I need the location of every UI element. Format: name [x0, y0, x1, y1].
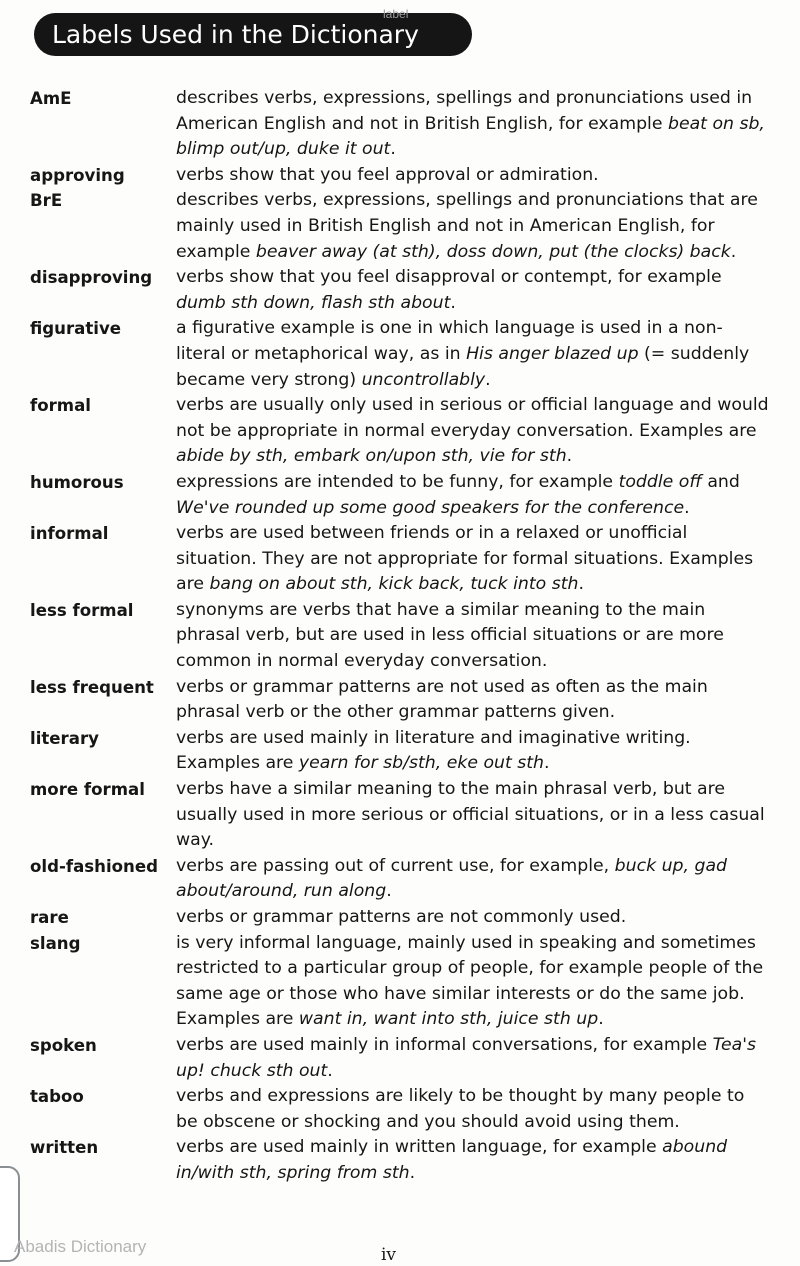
entry-term: more formal [30, 780, 145, 800]
example-text: abound in/with sth, spring from sth [176, 1137, 728, 1183]
definition-entry [30, 777, 770, 854]
description-text: verbs are used mainly in literature and imaginative writing. Examples are [176, 727, 691, 774]
description-text: . [684, 497, 690, 518]
entry-description [176, 316, 770, 393]
definition-entry [30, 1135, 770, 1186]
description-text: verbs are used mainly in written language, for example [176, 1137, 663, 1158]
description-text: verbs show that you feel approval or admiration. [176, 164, 599, 185]
definition-entry [30, 393, 770, 470]
definition-entry [30, 265, 770, 316]
description-text: . [543, 753, 550, 774]
top-label: label [383, 7, 409, 21]
description-text: verbs are passing out of current use, for example, [176, 855, 615, 876]
entry-term: AmE [30, 89, 72, 108]
description-text: . [327, 1060, 333, 1081]
definition-entry [30, 470, 770, 521]
description-text: verbs are used mainly in informal conversations, for example [176, 1034, 713, 1055]
description-text: . [566, 446, 573, 467]
definition-entry [30, 726, 770, 777]
example-text: want in, want into sth, juice sth up [298, 1009, 599, 1030]
description-text: (= suddenly became very strong) [176, 343, 750, 390]
page-title: Labels Used in the Dictionary [34, 13, 472, 56]
entry-term: formal [30, 396, 91, 416]
entry-description [176, 86, 770, 163]
description-text: and [701, 471, 740, 492]
description-text: . [598, 1009, 604, 1030]
entry-term: spoken [30, 1035, 97, 1055]
example-text: yearn for sb/sth, eke out sth [298, 753, 544, 774]
description-text: describes verbs, expressions, spellings and pronunciations used in American English and not in British English, for example [176, 88, 753, 134]
definition-entry [30, 1084, 770, 1135]
entry-term: less formal [30, 600, 134, 620]
entry-description [176, 598, 770, 675]
entry-term: rare [30, 908, 69, 927]
description-text: . [730, 241, 737, 262]
entry-description [176, 188, 770, 265]
description-text: verbs are used between friends or in a relaxed or unofficial situation. They are not appropriate for formal situations. Examples are [176, 523, 754, 595]
description-text: verbs have a similar meaning to the main phrasal verb, but are usually used in more serious or official situations, or in a less casual way. [176, 779, 765, 851]
entry-description [176, 163, 770, 189]
definition-entry [30, 675, 770, 726]
entry-description [176, 470, 770, 521]
entry-term: taboo [30, 1087, 84, 1107]
entry-term: BrE [30, 191, 63, 211]
description-text: verbs show that you feel disapproval or contempt, for example [176, 267, 722, 288]
description-text: . [386, 881, 392, 902]
example-text: His anger blazed up [466, 343, 639, 364]
entry-term: disapproving [30, 268, 153, 288]
entry-description [176, 1033, 770, 1084]
example-text: dumb sth down, flash sth about [176, 292, 451, 313]
entry-description [176, 521, 770, 598]
definition-entry [30, 86, 770, 163]
description-text: verbs and expressions are likely to be thought by many people to be obscene or shocking and you should avoid using them. [176, 1086, 745, 1132]
entry-term: old-fashioned [30, 856, 158, 876]
entry-term: informal [30, 524, 109, 544]
entry-term: figurative [30, 319, 122, 339]
description-text: verbs or grammar patterns are not commonly used. [176, 907, 627, 927]
entry-term: approving [30, 165, 125, 185]
description-text: is very informal language, mainly used in speaking and sometimes restricted to a particular group of people, for example people of the same age or those who have similar interests or do the same job. Examples are [176, 932, 764, 1030]
entry-description [176, 393, 770, 470]
example-text: bang on about sth, kick back, tuck into sth [209, 574, 579, 595]
example-text: beat on sb, blimp out/up, duke it out [176, 113, 765, 160]
entry-description [176, 777, 770, 854]
entry-term: less frequent [30, 677, 154, 697]
label-definition-list [30, 86, 770, 1187]
entry-term: slang [30, 933, 81, 953]
description-text: . [409, 1162, 416, 1183]
description-text: expressions are intended to be funny, for example [176, 471, 619, 492]
entry-term: literary [30, 728, 99, 748]
page-number: iv [381, 1245, 397, 1265]
example-text: buck up, gad about/around, run along [176, 855, 728, 902]
entry-description [176, 931, 770, 1033]
example-text: abide by sth, embark on/upon sth, vie for sth [176, 446, 567, 467]
definition-entry [30, 188, 770, 265]
entry-description [176, 1135, 770, 1186]
definition-entry [30, 163, 770, 189]
definition-entry [30, 854, 770, 905]
description-text: a figurative example is one in which language is used in a non-literal or metaphorical way, as in [176, 318, 723, 364]
definition-entry [30, 598, 770, 675]
description-text: verbs or grammar patterns are not used as often as the main phrasal verb or the other grammar patterns given. [176, 676, 708, 723]
description-text: . [485, 369, 491, 390]
entry-description [176, 265, 770, 316]
definition-entry [30, 521, 770, 598]
entry-description [176, 854, 770, 905]
example-text: beaver away (at sth), doss down, put (the clocks) back [255, 241, 731, 262]
example-text: We've rounded up some good speakers for the conference [176, 497, 685, 518]
description-text: describes verbs, expressions, spellings and pronunciations that are mainly used in British English and not in American English, for example [176, 190, 758, 262]
example-text: Tea's up! chuck sth out [176, 1034, 757, 1081]
entry-description [176, 1084, 770, 1135]
definition-entry [30, 316, 770, 393]
definition-entry [30, 1033, 770, 1084]
definition-entry [30, 931, 770, 1033]
description-text: . [390, 139, 396, 160]
description-text: . [450, 292, 456, 313]
entry-description [176, 726, 770, 777]
example-text: uncontrollably [361, 369, 486, 390]
description-text: verbs are usually only used in serious or official language and would not be appropriate in normal everyday conversation. Examples are [176, 395, 769, 441]
entry-term: humorous [30, 472, 124, 492]
example-text: toddle off [618, 471, 702, 492]
entry-term: written [30, 1138, 99, 1158]
entry-description [176, 675, 770, 726]
definition-entry [30, 905, 770, 931]
description-text: . [578, 574, 584, 595]
entry-description [176, 905, 770, 931]
watermark: Abadis Dictionary [14, 1237, 147, 1256]
description-text: synonyms are verbs that have a similar meaning to the main phrasal verb, but are used in less official situations or are more common in normal everyday conversation. [176, 599, 724, 672]
